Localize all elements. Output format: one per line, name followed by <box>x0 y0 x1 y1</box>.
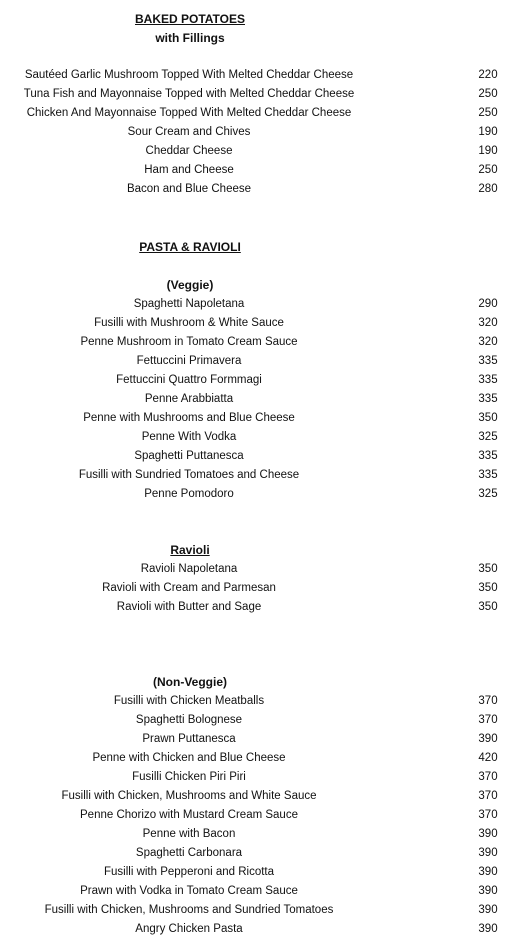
item-name: Fusilli with Pepperoni and Ricotta <box>103 866 275 878</box>
item-price: 320 <box>478 336 498 348</box>
item-name: Fusilli with Chicken, Mushrooms and White Sauce <box>61 790 317 802</box>
item-name: Penne with Mushrooms and Blue Cheese <box>83 412 295 424</box>
menu-item <box>0 85 512 104</box>
non-veggie-title: (Non-Veggie) <box>153 675 227 689</box>
menu-item <box>0 806 512 825</box>
menu-item <box>0 66 512 85</box>
menu-item <box>0 882 512 901</box>
item-price: 335 <box>478 469 498 481</box>
item-name: Spaghetti Napoletana <box>133 298 245 310</box>
menu-item <box>0 560 512 579</box>
item-name: Spaghetti Bolognese <box>135 714 243 726</box>
item-name: Fusilli with Chicken Meatballs <box>113 695 265 707</box>
item-price: 370 <box>478 714 498 726</box>
item-price: 250 <box>478 107 498 119</box>
item-price: 325 <box>478 488 498 500</box>
item-name: Fettuccini Primavera <box>136 355 242 367</box>
menu-item <box>0 409 512 428</box>
baked-potatoes-subtitle: with Fillings <box>155 31 225 45</box>
menu-item <box>0 598 512 617</box>
menu-item <box>0 692 512 711</box>
item-name: Cheddar Cheese <box>145 145 233 157</box>
item-price: 390 <box>478 847 498 859</box>
menu-item <box>0 768 512 787</box>
item-price: 350 <box>478 601 498 613</box>
menu-item <box>0 333 512 352</box>
pasta-title: PASTA & RAVIOLI <box>139 240 241 254</box>
ravioli-title: Ravioli <box>170 543 210 557</box>
item-name: Prawn Puttanesca <box>142 733 236 745</box>
item-name: Chicken And Mayonnaise Topped With Melted Cheddar Cheese <box>26 107 352 119</box>
item-price: 350 <box>478 582 498 594</box>
item-price: 250 <box>478 88 498 100</box>
item-name: Sour Cream and Chives <box>127 126 251 138</box>
menu-item <box>0 825 512 844</box>
item-price: 190 <box>478 126 498 138</box>
baked-potatoes-title: BAKED POTATOES <box>134 12 245 26</box>
menu-item <box>0 711 512 730</box>
menu-item <box>0 844 512 863</box>
menu-item <box>0 901 512 920</box>
item-price: 290 <box>478 298 498 310</box>
item-price: 220 <box>478 69 498 81</box>
item-name: Penne Arabbiatta <box>144 393 234 405</box>
item-name: Ravioli Napoletana <box>140 563 238 575</box>
menu-item <box>0 295 512 314</box>
item-name: Penne with Bacon <box>142 828 236 840</box>
item-name: Bacon and Blue Cheese <box>126 183 252 195</box>
item-price: 390 <box>478 885 498 897</box>
item-name: Ravioli with Cream and Parmesan <box>102 582 276 594</box>
item-price: 335 <box>478 393 498 405</box>
menu-item <box>0 579 512 598</box>
item-name: Ravioli with Butter and Sage <box>116 601 262 613</box>
item-price: 420 <box>478 752 498 764</box>
item-price: 350 <box>478 563 498 575</box>
item-price: 335 <box>478 450 498 462</box>
item-name: Spaghetti Carbonara <box>135 847 243 859</box>
item-price: 350 <box>478 412 498 424</box>
menu-item <box>0 371 512 390</box>
item-name: Penne with Chicken and Blue Cheese <box>92 752 286 764</box>
menu-item <box>0 447 512 466</box>
item-price: 390 <box>478 733 498 745</box>
item-name: Tuna Fish and Mayonnaise Topped with Melted Cheddar Cheese <box>23 88 355 100</box>
item-price: 390 <box>478 923 498 935</box>
item-price: 280 <box>478 183 498 195</box>
item-price: 190 <box>478 145 498 157</box>
menu-item <box>0 390 512 409</box>
menu-item <box>0 352 512 371</box>
item-name: Penne Chorizo with Mustard Cream Sauce <box>80 809 298 821</box>
item-price: 250 <box>478 164 498 176</box>
menu-item <box>0 485 512 504</box>
menu-item <box>0 142 512 161</box>
item-price: 335 <box>478 355 498 367</box>
item-name: Penne Mushroom in Tomato Cream Sauce <box>80 336 298 348</box>
item-name: Ham and Cheese <box>144 164 234 176</box>
menu-item <box>0 123 512 142</box>
item-name: Prawn with Vodka in Tomato Cream Sauce <box>80 885 298 897</box>
menu-item <box>0 466 512 485</box>
item-name: Fettuccini Quattro Formmagi <box>116 374 262 386</box>
item-price: 390 <box>478 866 498 878</box>
item-price: 390 <box>478 904 498 916</box>
item-name: Angry Chicken Pasta <box>135 923 243 935</box>
menu-item <box>0 428 512 447</box>
item-name: Penne With Vodka <box>141 431 237 443</box>
item-name: Penne Pomodoro <box>144 488 234 500</box>
item-name: Fusilli Chicken Piri Piri <box>132 771 246 783</box>
menu-item <box>0 749 512 768</box>
item-price: 370 <box>478 809 498 821</box>
item-price: 325 <box>478 431 498 443</box>
item-name: Fusilli with Chicken, Mushrooms and Sundried Tomatoes <box>44 904 334 916</box>
menu-item <box>0 920 512 939</box>
menu-item <box>0 161 512 180</box>
item-price: 370 <box>478 790 498 802</box>
item-price: 370 <box>478 771 498 783</box>
item-name: Spaghetti Puttanesca <box>134 450 244 462</box>
item-name: Sautéed Garlic Mushroom Topped With Melted Cheddar Cheese <box>24 69 354 81</box>
menu-item <box>0 863 512 882</box>
menu-item <box>0 787 512 806</box>
menu-item <box>0 730 512 749</box>
item-name: Fusilli with Mushroom & White Sauce <box>94 317 284 329</box>
item-name: Fusilli with Sundried Tomatoes and Cheese <box>78 469 300 481</box>
item-price: 320 <box>478 317 498 329</box>
menu-item <box>0 314 512 333</box>
item-price: 335 <box>478 374 498 386</box>
menu-item <box>0 180 512 199</box>
menu-item <box>0 104 512 123</box>
item-price: 390 <box>478 828 498 840</box>
veggie-title: (Veggie) <box>166 278 214 292</box>
item-price: 370 <box>478 695 498 707</box>
